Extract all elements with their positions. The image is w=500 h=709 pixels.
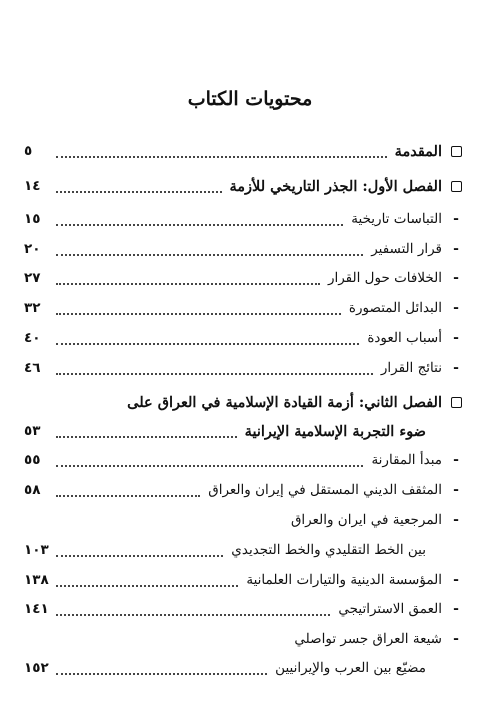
dot-leader [56, 312, 341, 315]
toc-page-number: ٣٢ [24, 300, 41, 316]
toc-entry [24, 356, 464, 380]
toc-entry [24, 597, 464, 621]
toc-entry-title: مبدأ المقارنة [371, 452, 442, 468]
toc-entry-title: نتائج القرار [380, 360, 442, 376]
toc-entry [24, 627, 464, 651]
checkbox-icon [448, 146, 464, 157]
toc-entry [24, 237, 464, 261]
dot-leader [56, 435, 237, 438]
toc-entry-continuation [24, 419, 464, 443]
dot-leader [56, 155, 387, 158]
toc-entry-introduction [24, 139, 464, 163]
toc-page-number: ٢٧ [24, 270, 41, 286]
toc-entry [24, 568, 464, 592]
dot-leader [56, 494, 200, 497]
toc-page-number: ٤٦ [24, 360, 41, 376]
toc-page-number: ١٠٣ [24, 542, 49, 558]
toc-entry-title: الفصل الأول: الجذر التاريخي للأزمة [229, 177, 442, 195]
dash-bullet-icon: - [453, 452, 459, 468]
toc-entry [24, 326, 464, 350]
toc-entry [24, 266, 464, 290]
dash-bullet-icon: - [453, 482, 459, 498]
dash-bullet-icon: - [453, 270, 459, 286]
dash-bullet-icon: - [453, 631, 459, 647]
toc-entry-title: بين الخط التقليدي والخط التجديدي [231, 542, 426, 558]
dash-bullet-icon: - [453, 601, 459, 617]
dot-leader [56, 464, 363, 467]
dash-bullet-icon: - [453, 211, 459, 227]
toc-page-number: ٥٥ [24, 452, 41, 468]
toc-entry-title: ضوء التجربة الإسلامية الإيرانية [244, 422, 426, 440]
toc-page-number: ٢٠ [24, 241, 41, 257]
dot-leader [56, 190, 222, 193]
dash-bullet-icon: - [453, 241, 459, 257]
toc-entry-continuation [24, 538, 464, 562]
toc-page-number: ١٥٢ [24, 660, 49, 676]
toc-entry-title: قرار التسفير [371, 241, 442, 257]
toc-entry-title: التباسات تاريخية [351, 211, 442, 227]
toc-entry-continuation [24, 656, 464, 680]
dash-bullet-icon: - [453, 360, 459, 376]
toc-page-number: ١٤ [24, 178, 41, 194]
toc-entry [24, 448, 464, 472]
dot-leader [56, 613, 330, 616]
dash-bullet-icon: - [453, 330, 459, 346]
toc-entry-title: أسباب العودة [367, 330, 442, 346]
toc-page-number: ٤٠ [24, 330, 41, 346]
dot-leader [56, 342, 359, 345]
dash-bullet-icon: - [453, 512, 459, 528]
toc-entry-chapter-2 [24, 390, 464, 414]
toc-page-number: ٥٨ [24, 482, 41, 498]
toc-entry-chapter-1 [24, 174, 464, 198]
toc-entry [24, 478, 464, 502]
dash-bullet-icon: - [453, 300, 459, 316]
dot-leader [56, 554, 223, 557]
toc-entry-title: الخلافات حول القرار [327, 270, 442, 286]
toc-entry-title: المؤسسة الدينية والتيارات العلمانية [246, 572, 442, 588]
toc-entry [24, 508, 464, 532]
toc-entry-title: الفصل الثاني: أزمة القيادة الإسلامية في العراق على [127, 393, 442, 411]
toc-page-number: ١٥ [24, 211, 41, 227]
toc-page-number: ١٤١ [24, 601, 49, 617]
toc-entry [24, 296, 464, 320]
dot-leader [56, 372, 373, 375]
page-title: محتويات الكتاب [187, 88, 313, 110]
checkbox-icon [448, 397, 464, 408]
dash-bullet-icon: - [453, 572, 459, 588]
toc-entry-title: المثقف الديني المستقل في إيران والعراق [208, 482, 442, 498]
dot-leader [56, 282, 320, 285]
toc-entry [24, 207, 464, 231]
toc-entry-title: مضيّع بين العرب والإيرانيين [275, 660, 426, 676]
toc-page-number: ٥ [24, 143, 33, 159]
toc-entry-title: العمق الاستراتيجي [338, 601, 442, 617]
toc-page-number: ١٣٨ [24, 572, 49, 588]
toc-entry-title: المرجعية في ايران والعراق [290, 512, 442, 528]
checkbox-icon [448, 181, 464, 192]
toc-entry-title: شيعة العراق جسر تواصلي [294, 631, 442, 647]
dot-leader [56, 223, 343, 226]
dot-leader [56, 672, 267, 675]
dot-leader [56, 584, 238, 587]
toc-entry-title: المقدمة [394, 142, 442, 160]
toc-page-number: ٥٣ [24, 423, 41, 439]
dot-leader [56, 253, 363, 256]
toc-entry-title: البدائل المتصورة [348, 300, 442, 316]
